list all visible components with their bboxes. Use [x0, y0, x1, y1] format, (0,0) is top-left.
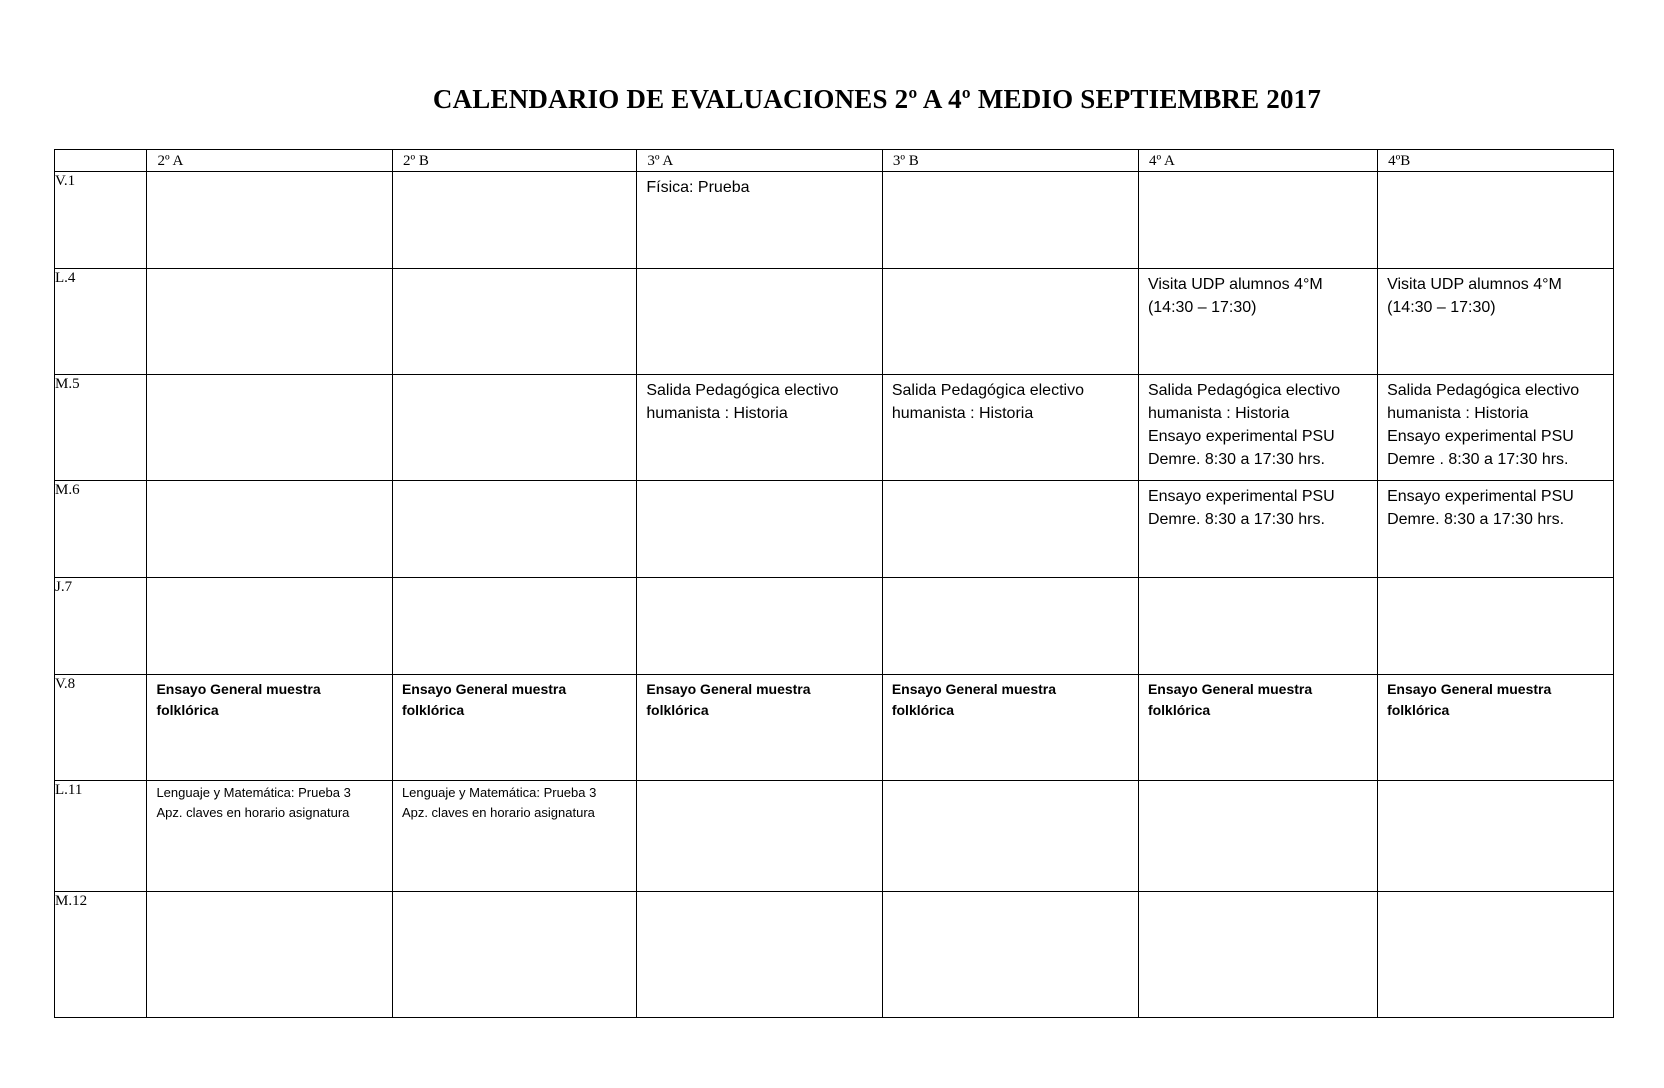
cell-line-2: (14:30 – 17:30): [1147, 299, 1257, 316]
day-label: V.1: [55, 172, 147, 269]
cell: [1138, 781, 1377, 892]
cell-line-1: Ensayo General muestra: [891, 681, 1057, 697]
cell-line-1: Visita UDP alumnos 4°M: [1147, 276, 1323, 293]
cell-line-2: Demre. 8:30 a 17:30 hrs.: [1387, 511, 1565, 528]
cell: [392, 172, 636, 269]
cell-line-2: (14:30 – 17:30): [1387, 299, 1496, 316]
cell-line: [393, 781, 636, 823]
cell-line: [883, 375, 1138, 425]
cell-line-1: Ensayo General muestra: [1147, 681, 1313, 697]
cell: [637, 675, 882, 781]
cell: [392, 781, 636, 892]
cell-line-2: Apz. claves en horario asignatura: [401, 805, 595, 820]
cell: [882, 892, 1138, 1018]
cell: [392, 269, 636, 375]
cell: [147, 781, 392, 892]
header-2a: 2º A: [147, 150, 392, 172]
cell-line: [1139, 269, 1377, 319]
header-4b: 4ºB: [1378, 150, 1614, 172]
cell: [147, 375, 392, 481]
cell: [1138, 892, 1377, 1018]
cell-line: [1139, 375, 1377, 471]
cell-line-2: humanista : Historia: [646, 405, 788, 422]
cell-line-2: folklórica: [156, 702, 219, 718]
cell-line: [393, 675, 636, 721]
cell-line-3: Ensayo experimental PSU: [1147, 428, 1335, 445]
cell-line-1: Salida Pedagógica electivo: [646, 382, 839, 399]
table-row: [55, 375, 1614, 481]
cell-line: [1378, 675, 1613, 721]
cell: [637, 578, 882, 675]
cell: [147, 481, 392, 578]
cell: [392, 578, 636, 675]
cell: [1378, 172, 1614, 269]
day-label: M.6: [55, 481, 147, 578]
cell-line-2: humanista : Historia: [1147, 405, 1290, 422]
cell-line-1: Lenguaje y Matemática: Prueba 3: [156, 785, 351, 800]
cell-text: Física: Prueba: [646, 179, 750, 196]
table-row: [55, 781, 1614, 892]
table-row: [55, 675, 1614, 781]
cell: [1378, 578, 1614, 675]
cell: [637, 892, 882, 1018]
cell-line-1: Lenguaje y Matemática: Prueba 3: [401, 785, 597, 800]
cell-line-4: Demre. 8:30 a 17:30 hrs.: [1147, 451, 1325, 468]
cell: [1138, 578, 1377, 675]
cell-line-2: humanista : Historia: [891, 405, 1034, 422]
cell-line-1: Salida Pedagógica electivo: [1147, 382, 1341, 399]
cell: [637, 781, 882, 892]
cell-line: [147, 781, 391, 823]
cell: [1138, 481, 1377, 578]
day-label: M.12: [55, 892, 147, 1018]
cell-line-1: Ensayo experimental PSU: [1387, 488, 1574, 505]
table-row: [55, 892, 1614, 1018]
cell-line-2: folklórica: [1387, 702, 1450, 718]
cell-line: [883, 675, 1138, 721]
day-label: M.5: [55, 375, 147, 481]
header-3b: 3º B: [882, 150, 1138, 172]
cell: [882, 675, 1138, 781]
cell-line: [1378, 375, 1613, 471]
cell: [1378, 892, 1614, 1018]
cell: [1378, 781, 1614, 892]
cell-line-2: folklórica: [891, 702, 955, 718]
header-3a: 3º A: [637, 150, 882, 172]
cell-line-2: humanista : Historia: [1387, 405, 1529, 422]
header-corner: [55, 150, 147, 172]
cell-line-1: Ensayo General muestra: [401, 681, 567, 697]
cell: [147, 269, 392, 375]
table-row: [55, 172, 1614, 269]
day-label: L.4: [55, 269, 147, 375]
cell-line: [637, 375, 881, 425]
cell-line: [1378, 481, 1613, 531]
day-label: L.11: [55, 781, 147, 892]
cell-line-1: Salida Pedagógica electivo: [891, 382, 1084, 399]
cell: [392, 675, 636, 781]
cell: [637, 172, 882, 269]
cell-line-1: Ensayo General muestra: [646, 681, 811, 697]
cell: [1138, 675, 1377, 781]
cell-line-3: Ensayo experimental PSU: [1387, 428, 1574, 445]
cell-line: [1378, 269, 1613, 319]
day-label: V.8: [55, 675, 147, 781]
cell: [637, 375, 882, 481]
cell: [1138, 172, 1377, 269]
cell: [1138, 269, 1377, 375]
cell-line-2: folklórica: [1147, 702, 1211, 718]
day-label: J.7: [55, 578, 147, 675]
cell: [882, 172, 1138, 269]
cell: [1138, 375, 1377, 481]
cell: [1378, 269, 1614, 375]
cell: [882, 269, 1138, 375]
cell: [147, 172, 392, 269]
header-4a: 4º A: [1138, 150, 1377, 172]
cell-line-1: Ensayo General muestra: [1387, 681, 1552, 697]
cell-line-1: Ensayo General muestra: [156, 681, 321, 697]
cell: [882, 781, 1138, 892]
cell: [147, 675, 392, 781]
cell: [147, 892, 392, 1018]
cell: [1378, 481, 1614, 578]
cell: [392, 892, 636, 1018]
cell: [882, 578, 1138, 675]
cell: [147, 578, 392, 675]
cell-line-2: Apz. claves en horario asignatura: [156, 805, 350, 820]
table-row: [55, 269, 1614, 375]
cell-line-1: Visita UDP alumnos 4°M: [1387, 276, 1562, 293]
page-title: CALENDARIO DE EVALUACIONES 2º A 4º MEDIO SEPTIEMBRE 2017: [432, 84, 1322, 114]
cell-line-1: Salida Pedagógica electivo: [1387, 382, 1580, 399]
evaluation-calendar-table: [54, 149, 1614, 1018]
header-2b: 2º B: [392, 150, 636, 172]
cell-line-2: folklórica: [401, 702, 465, 718]
cell: [392, 481, 636, 578]
cell: [882, 481, 1138, 578]
cell: [637, 481, 882, 578]
cell-line-2: folklórica: [646, 702, 709, 718]
cell: [392, 375, 636, 481]
cell-line-1: Ensayo experimental PSU: [1147, 488, 1335, 505]
table-row: [55, 481, 1614, 578]
cell-line: [1139, 675, 1377, 721]
cell-line: [637, 675, 881, 721]
cell: [1378, 375, 1614, 481]
cell: [637, 269, 882, 375]
cell-line: [1139, 481, 1377, 531]
cell-line-2: Demre. 8:30 a 17:30 hrs.: [1147, 511, 1325, 528]
cell-line-4: Demre . 8:30 a 17:30 hrs.: [1387, 451, 1569, 468]
cell-line: [147, 675, 391, 721]
cell: [1378, 675, 1614, 781]
header-row: [55, 150, 1614, 172]
cell: [882, 375, 1138, 481]
table-row: [55, 578, 1614, 675]
